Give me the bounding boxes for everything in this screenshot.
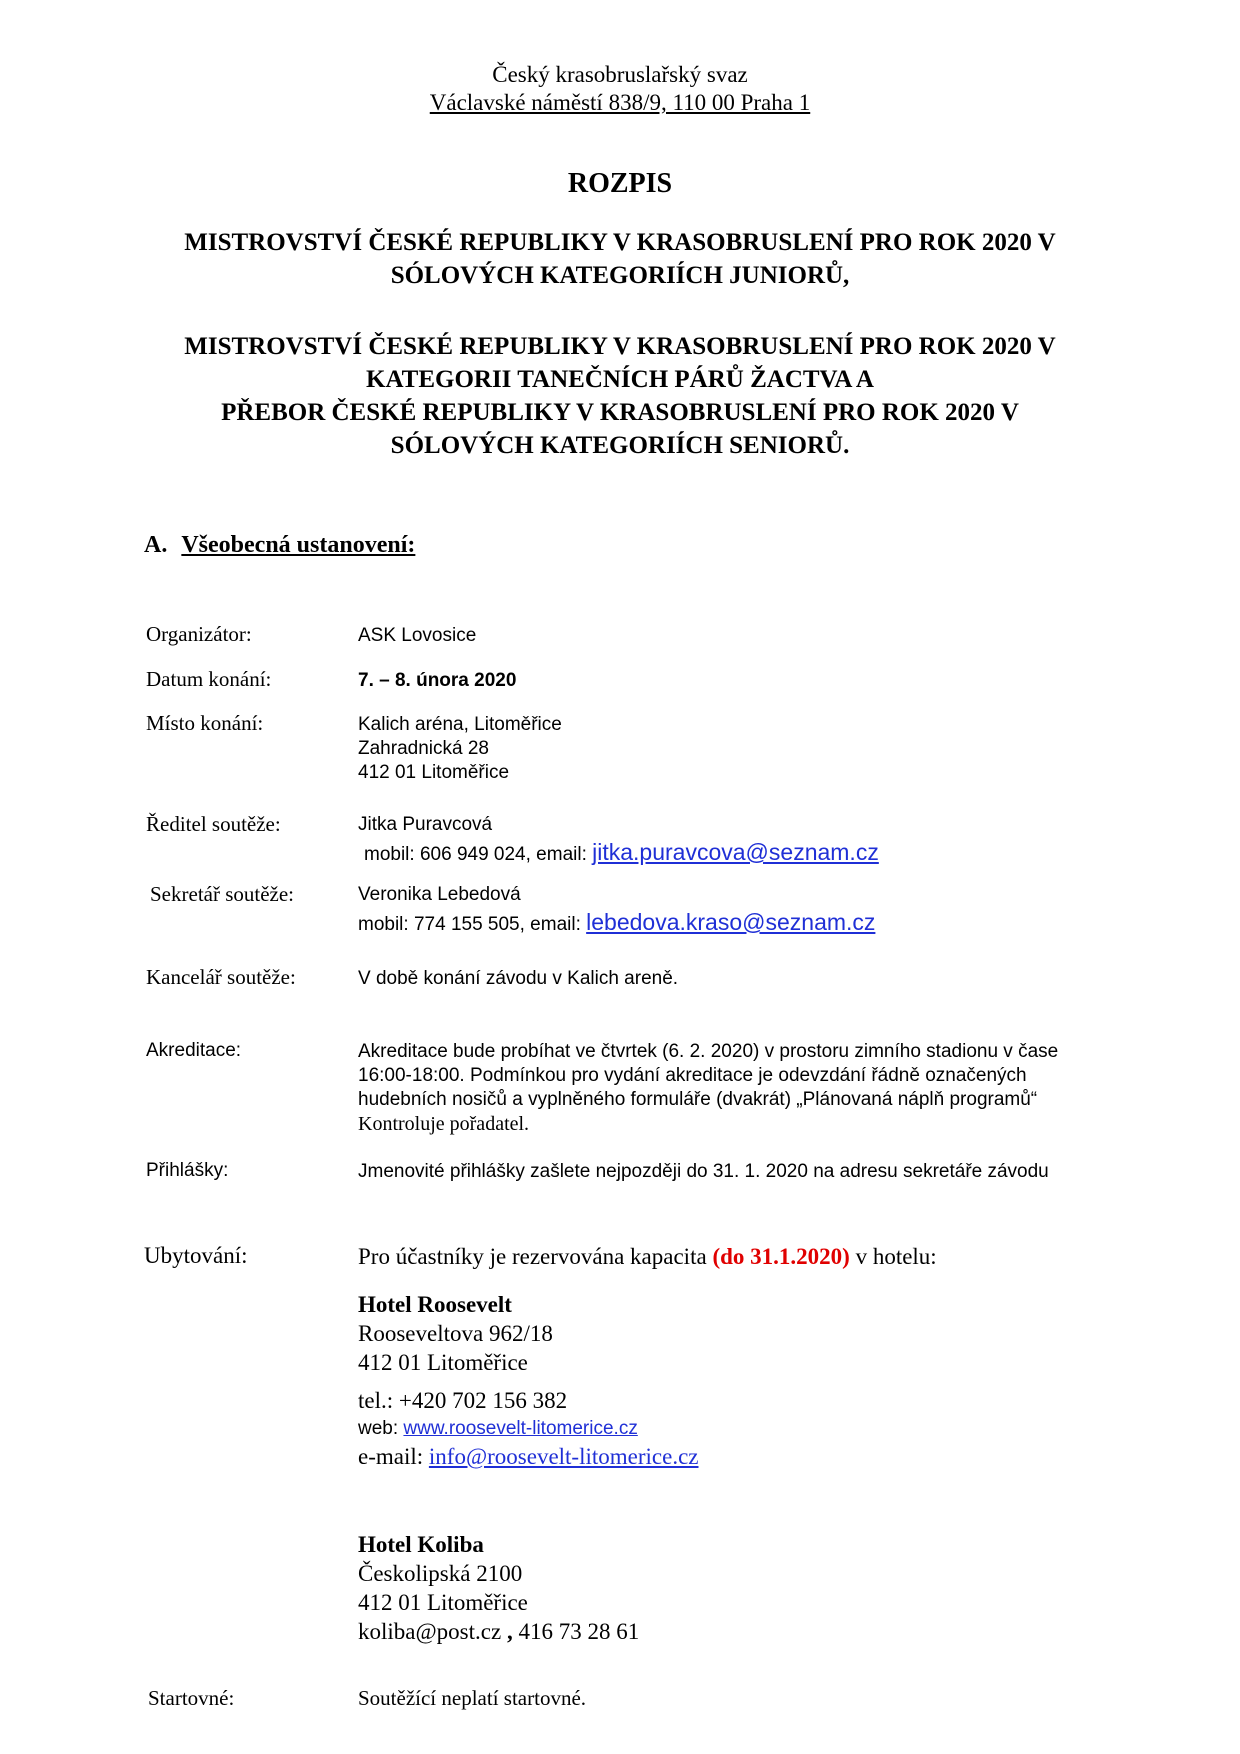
accreditation-line: 16:00-18:00. Podmínkou pro vydání akreditace je odevzdání řádně označených <box>358 1065 1027 1086</box>
hotel-koliba-contact <box>358 1617 639 1646</box>
venue-label: Místo konání: <box>146 711 264 735</box>
office-label: Kancelář soutěže: <box>146 965 296 989</box>
hotel-roosevelt-web-prefix: web: <box>358 1418 404 1439</box>
accreditation-value <box>358 1040 1058 1136</box>
section-title: Všeobecná ustanovení: <box>181 532 416 558</box>
hotel-koliba-email: koliba@post.cz <box>358 1619 502 1644</box>
secretary-email-link[interactable]: lebedova.kraso@seznam.cz <box>586 909 876 935</box>
heading-line: KATEGORII TANEČNÍCH PÁRŮ ŽACTVA A <box>366 366 874 393</box>
director-contact-prefix: mobil: 606 949 024, email: <box>364 844 593 865</box>
entries-value: Jmenovité přihlášky zašlete nejpozději do 31. 1. 2020 na adresu sekretáře závodu <box>358 1161 1049 1182</box>
secretary-name: Veronika Lebedová <box>358 884 521 905</box>
hotel-roosevelt-web-link[interactable]: www.roosevelt-litomerice.cz <box>403 1418 638 1439</box>
hotel-roosevelt-web <box>358 1415 699 1442</box>
document-title: ROZPIS <box>567 168 673 199</box>
date-label: Datum konání: <box>146 667 272 691</box>
office-value: V době konání závodu v Kalich areně. <box>358 968 679 989</box>
hotel-roosevelt-city: 412 01 Litoměřice <box>358 1350 528 1375</box>
start-fee-value: Soutěžící neplatí startovné. <box>358 1686 587 1710</box>
hotel-roosevelt-email-prefix: e-mail: <box>358 1444 429 1469</box>
accreditation-line: hudebních nosičů a vyplněného formuláře (dvakrát) „Plánovaná náplň programů“ <box>358 1089 1038 1110</box>
accommodation-intro-before: Pro účastníky je rezervována kapacita <box>358 1244 713 1269</box>
hotel-koliba-city: 412 01 Litoměřice <box>358 1590 528 1615</box>
secretary-contact-prefix: mobil: 774 155 505, email: <box>358 914 587 935</box>
hotel-roosevelt-email-link[interactable]: info@roosevelt-litomerice.cz <box>428 1444 699 1469</box>
secretary-label: Sekretář soutěže: <box>150 882 295 906</box>
hotel-roosevelt <box>358 1290 699 1471</box>
heading-line: MISTROVSTVÍ ČESKÉ REPUBLIKY V KRASOBRUSLENÍ PRO ROK 2020 V <box>184 229 1056 256</box>
date-value: 7. – 8. února 2020 <box>358 670 517 691</box>
heading-line: SÓLOVÝCH KATEGORIÍCH JUNIORŮ, <box>390 262 850 289</box>
hotel-roosevelt-email <box>358 1442 699 1471</box>
entries-label: Přihlášky: <box>146 1160 229 1181</box>
hotel-koliba <box>358 1530 639 1646</box>
hotel-roosevelt-name: Hotel Roosevelt <box>358 1292 512 1317</box>
hotel-koliba-phone: 416 73 28 61 <box>518 1619 640 1644</box>
organization-address <box>0 90 1240 116</box>
heading-line: MISTROVSTVÍ ČESKÉ REPUBLIKY V KRASOBRUSLENÍ PRO ROK 2020 V <box>184 333 1056 360</box>
secretary-value <box>358 883 875 937</box>
director-name: Jitka Puravcová <box>358 814 493 835</box>
accreditation-line: Kontroluje pořadatel. <box>358 1113 530 1135</box>
organizer-value: ASK Lovosice <box>358 625 477 646</box>
accommodation-deadline: (do 31.1.2020) <box>712 1244 850 1269</box>
director-label: Ředitel soutěže: <box>146 812 281 836</box>
section-a-heading <box>144 532 415 559</box>
start-fee-label: Startovné: <box>148 1686 235 1710</box>
venue-line: Zahradnická 28 <box>358 738 489 759</box>
accreditation-line: Akreditace bude probíhat ve čtvrtek (6. 2. 2020) v prostoru zimního stadionu v čase <box>358 1041 1059 1062</box>
heading-line: SÓLOVÝCH KATEGORIÍCH SENIORŮ. <box>390 432 850 459</box>
venue-line: 412 01 Litoměřice <box>358 762 510 783</box>
hotel-roosevelt-street: Rooseveltova 962/18 <box>358 1321 553 1346</box>
accreditation-label: Akreditace: <box>146 1040 242 1061</box>
director-value <box>358 813 879 867</box>
organization-address-text: Václavské náměstí 838/9, 110 00 Praha 1 <box>429 90 811 115</box>
championship-heading-dance-seniors <box>0 330 1240 462</box>
accommodation-label: Ubytování: <box>144 1243 248 1268</box>
director-contact <box>364 840 879 867</box>
venue-value <box>358 713 562 785</box>
section-letter: A. <box>144 532 168 558</box>
organizer-label: Organizátor: <box>146 622 252 646</box>
hotel-koliba-name: Hotel Koliba <box>358 1532 484 1557</box>
accommodation-intro-after: v hotelu: <box>849 1244 937 1269</box>
organization-name: Český krasobruslařský svaz <box>492 62 748 87</box>
venue-line: Kalich aréna, Litoměřice <box>358 714 562 735</box>
accommodation-intro <box>358 1242 937 1271</box>
hotel-koliba-street: Českolipská 2100 <box>358 1561 523 1586</box>
hotel-roosevelt-tel: tel.: +420 702 156 382 <box>358 1388 568 1413</box>
director-email-link[interactable]: jitka.puravcova@seznam.cz <box>592 839 879 865</box>
hotel-koliba-separator: , <box>501 1619 519 1644</box>
heading-line: PŘEBOR ČESKÉ REPUBLIKY V KRASOBRUSLENÍ PRO ROK 2020 V <box>221 399 1019 426</box>
championship-heading-juniors <box>0 226 1240 292</box>
secretary-contact <box>358 910 875 937</box>
